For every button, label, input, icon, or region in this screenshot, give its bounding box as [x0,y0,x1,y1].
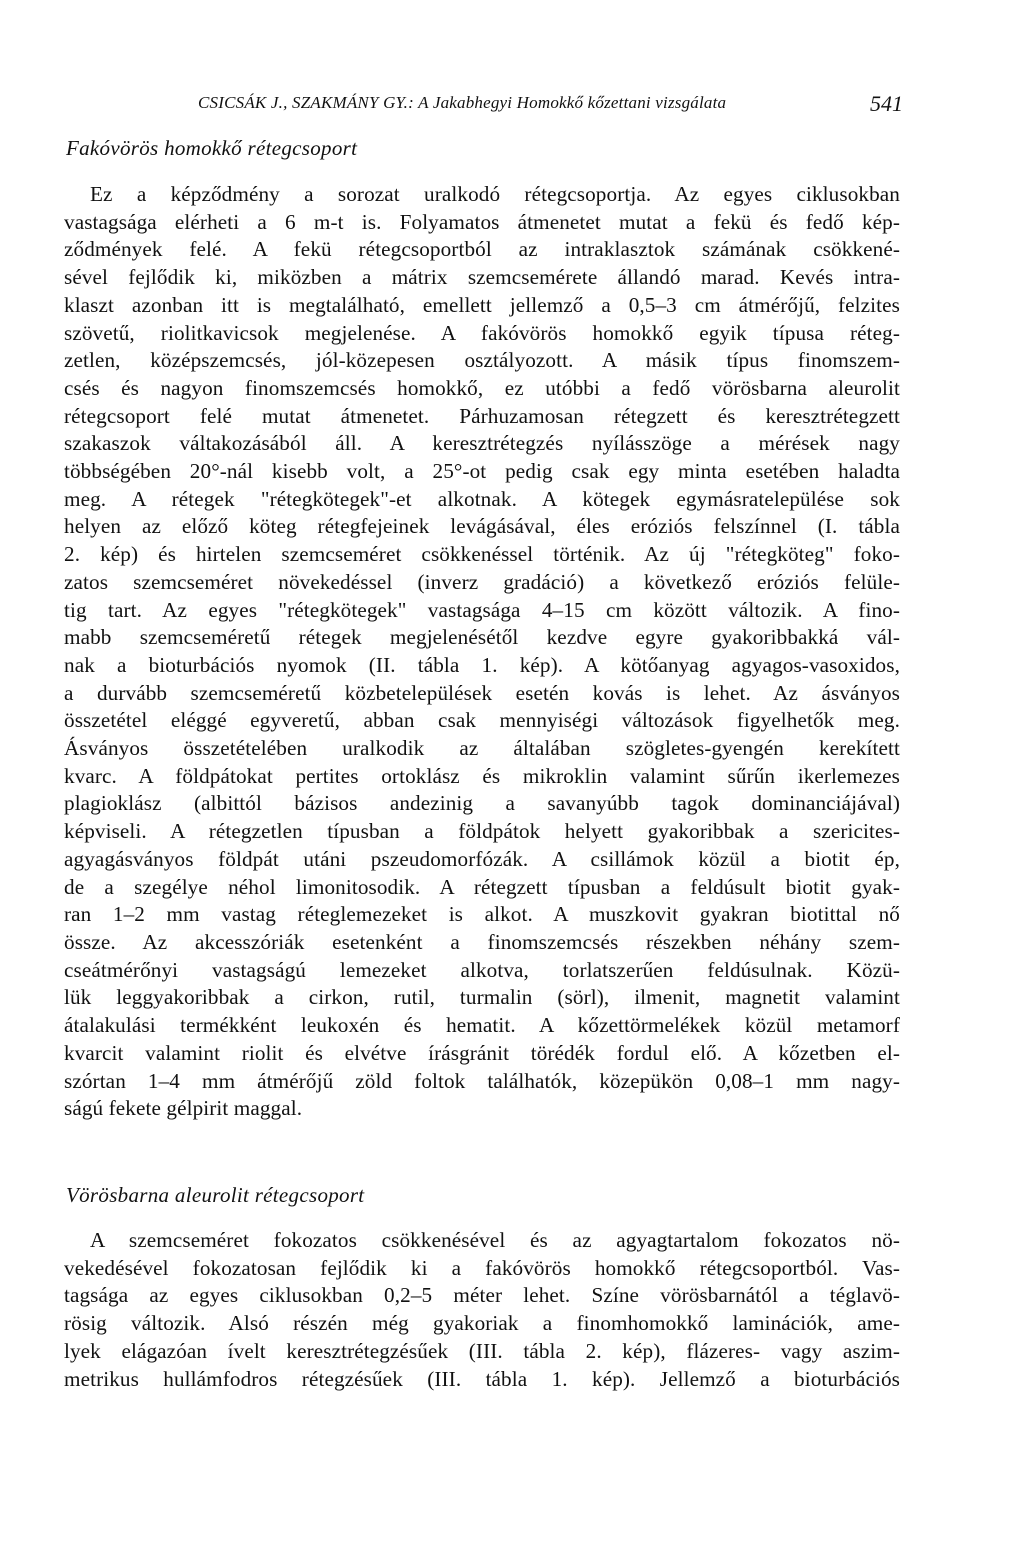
text-line: csés és nagyon finomszemcsés homokkő, ez utóbbi a fedő vörösbarna aleurolit [64,375,900,400]
text-line: a durvább szemcseméretű közbetelepülések esetén kovás is lehet. Az ásványos [64,680,900,705]
text-line: képviseli. A rétegzetlen típusban a földpátok helyett gyakoribbak a szericites- [64,819,900,844]
paragraph-vorosbarna [64,1227,900,1393]
text-line: nak a bioturbációs nyomok (II. tábla 1. kép). A kötőanyag agyagos-vasoxidos, [64,652,900,677]
text-line: szakaszok váltakozásából áll. A keresztrétegzés nyílásszöge a mérések nagy [64,431,900,456]
text-line: összetétel eléggé egyveretű, abban csak mennyiségi változások figyelhetők meg. [64,708,900,733]
text-line: tagsága az egyes ciklusokban 0,2–5 méter lehet. Színe vörösbarnától a téglavö- [64,1283,900,1308]
text-line: Ásványos összetételében uralkodik az általában szögletes-gyengén kerekített [64,736,900,761]
text-line: vekedésével fokozatosan fejlődik ki a fakóvörös homokkő rétegcsoportból. Vas- [64,1255,900,1280]
section-heading-vorosbarna: Vörösbarna aleurolit rétegcsoport [66,1183,365,1207]
text-line: meg. A rétegek "rétegkötegek"-et alkotnak. A kötegek egymásratelepülése sok [64,486,900,511]
text-line: lyek elágazóan ívelt keresztrétegzésűek (III. tábla 2. kép), flázeres- vagy aszim- [64,1338,900,1363]
text-line: 2. kép) és hirtelen szemcseméret csökkenéssel történik. Az új "rétegköteg" foko- [64,542,900,567]
text-line: Ez a képződmény a sorozat uralkodó rétegcsoportja. Az egyes ciklusokban [90,182,900,206]
paragraph-fakovoros [64,181,900,1123]
text-line: klaszt azonban itt is megtalálható, emellett jellemző a 0,5–3 cm átmérőjű, felzites [64,292,900,317]
text-line: össze. Az akcesszóriák esetenként a finomszemcsés részekben néhány szem- [64,929,900,954]
text-line: szórtan 1–4 mm átmérőjű zöld foltok találhatók, közepükön 0,08–1 mm nagy- [64,1068,900,1093]
text-line: agyagásványos földpát utáni pszeudomorfózák. A csillámok közül a biotit ép, [64,846,900,871]
text-line: lük leggyakoribbak a cirkon, rutil, turmalin (sörl), ilmenit, magnetit valamint [64,985,900,1010]
text-line: de a szegélye néhol limonitosodik. A rétegzett típusban a feldúsult biotit gyak- [64,874,900,899]
text-line: ságú fekete gélpirit maggal. [64,1096,303,1121]
text-line: zetlen, középszemcsés, jól-közepesen osztályozott. A másik típus finomszem- [64,348,900,373]
text-line: többségében 20°-nál kisebb volt, a 25°-ot pedig csak egy minta esetében haladta [64,459,900,484]
text-line: rösig változik. Alsó részén még gyakoriak a finomhomokkő laminációk, ame- [64,1311,900,1336]
text-line: plagioklász (albittól bázisos andezinig a savanyúbb tagok dominanciájával) [64,791,900,816]
text-line: ran 1–2 mm vastag réteglemezeket is alkot. A muszkovit gyakran biotittal nő [64,902,900,927]
text-line: kvarc. A földpátokat pertites ortoklász és mikroklin valamint sűrűn ikerlemezes [64,763,900,788]
text-line: tig tart. Az egyes "rétegkötegek" vastagsága 4–15 cm között változik. A fino- [64,597,900,622]
text-line: kvarcit valamint riolit és elvétve írásgránit törédék fordul elő. A kőzetben el- [64,1040,900,1065]
text-line: A szemcseméret fokozatos csökkenésével és az agyagtartalom fokozatos nö- [90,1228,900,1252]
text-line: metrikus hullámfodros rétegzésűek (III. tábla 1. kép). Jellemző a bioturbációs [64,1366,900,1391]
text-line: vastagsága elérheti a 6 m-t is. Folyamatos átmenetet mutat a fekü és fedő kép- [64,209,900,234]
text-line: sével fejlődik ki, miközben a mátrix szemcsemérete állandó marad. Kevés intra- [64,265,900,290]
text-line: ződmények felé. A fekü rétegcsoportból az intraklasztok számának csökkené- [64,237,900,262]
text-line: átalakulási termékként leukoxén és hematit. A kőzettörmelékek közül metamorf [64,1013,900,1038]
text-line: zatos szemcseméret növekedéssel (inverz gradáció) a következő eróziós felüle- [64,569,900,594]
text-line: mabb szemcseméretű rétegek megjelenésétől kezdve egyre gyakoribbakká vál- [64,625,900,650]
text-line: cseátmérőnyi vastagságú lemezeket alkotva, torlatszerűen feldúsulnak. Közü- [64,957,900,982]
text-line: rétegcsoport felé mutat átmenetet. Párhuzamosan rétegzett és keresztrétegzett [64,403,900,428]
section-heading-fakovoros: Fakóvörös homokkő rétegcsoport [66,136,358,160]
text-line: helyen az előző köteg rétegfejeinek levágásával, éles eróziós felszínnel (I. tábla [64,514,900,539]
running-header-title: CSICSÁK J., SZAKMÁNY GY.: A Jakabhegyi Homokkő kőzettani vizsgálata [198,93,727,112]
text-line: szövetű, riolitkavicsok megjelenése. A fakóvörös homokkő egyik típusa réteg- [64,320,900,345]
page-number: 541 [870,91,903,116]
